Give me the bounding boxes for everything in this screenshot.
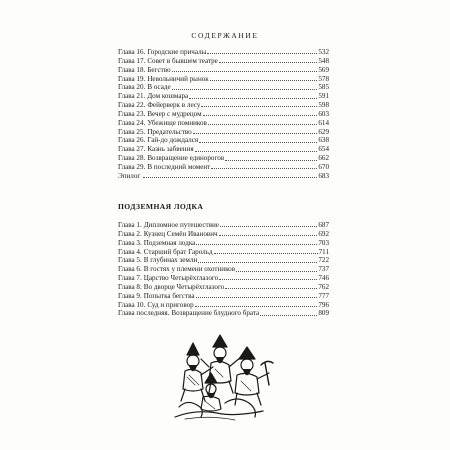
toc-entry	[118, 75, 329, 84]
toc-entry-title: Казнь забвения	[147, 145, 194, 154]
toc-entry-page: 548	[318, 56, 329, 65]
toc-entry-page: 703	[318, 238, 329, 247]
toc-entry-title: В осаде	[147, 83, 171, 92]
toc-entry	[118, 309, 329, 318]
toc-entry-title: Дипломное путешествие	[143, 221, 219, 229]
toc-entry-title: Старший брат Гарольд	[143, 247, 213, 256]
dot-leader	[208, 119, 317, 125]
toc-entry-page: 722	[318, 256, 329, 265]
toc-entry	[118, 101, 329, 110]
toc-entry-label: Глава 9.	[118, 291, 142, 300]
dot-leader	[214, 248, 318, 254]
toc-entry-label: Глава 17.	[118, 56, 146, 65]
toc-entry-label: Глава 1.	[118, 221, 142, 229]
toc-entry-title: Подземная лодка	[143, 238, 196, 247]
toc-entry	[118, 256, 329, 265]
toc-entry	[118, 301, 329, 310]
toc-entry-title: Царство Четырёхглазого	[143, 274, 219, 283]
toc-entry-label: Глава 26.	[118, 136, 146, 145]
dot-leader	[203, 110, 318, 116]
toc-entry	[118, 119, 329, 128]
toc-entry-page: 683	[318, 171, 329, 180]
dot-leader	[219, 274, 317, 280]
toc-entry-page: 603	[318, 109, 329, 118]
toc-entry	[118, 248, 329, 257]
toc-entry-title: Во дворце Четырёхглазого	[143, 282, 225, 291]
toc-entry-page: 629	[318, 127, 329, 136]
toc-entry	[118, 110, 329, 119]
toc-entry	[118, 57, 329, 66]
dot-leader	[193, 128, 318, 134]
toc-entry-label: Глава 25.	[118, 127, 146, 136]
toc-entry-label: Глава 20.	[118, 83, 146, 92]
toc-entry-label: Глава 7.	[118, 274, 142, 283]
dot-leader	[219, 57, 318, 63]
toc-entry-title: Невольничий рынок	[147, 74, 209, 83]
toc-entry-label: Глава 19.	[118, 74, 146, 83]
toc-entry-title: Совет в бывшем театре	[147, 56, 218, 65]
dot-leader	[219, 230, 318, 236]
toc-entry-page: 777	[318, 291, 329, 300]
dot-leader	[211, 163, 317, 169]
toc-entry-page: 711	[318, 247, 329, 256]
toc-entry-page: 746	[318, 274, 329, 283]
dot-leader	[210, 75, 318, 81]
toc-entry-page: 796	[318, 300, 329, 309]
toc-entry-title: Городские причалы	[147, 48, 207, 56]
toc-entry	[118, 145, 329, 154]
toc-entry-label: Глава 2.	[118, 229, 142, 238]
toc-entry	[118, 163, 329, 172]
toc-entry-title: Попытка бегства	[143, 291, 195, 300]
toc-entry	[118, 292, 329, 301]
dot-leader	[172, 84, 318, 90]
dot-leader	[199, 137, 317, 143]
toc-entry-page: 662	[318, 154, 329, 163]
toc-entry-label: Глава 27.	[118, 145, 146, 154]
toc-entry	[118, 48, 329, 57]
toc-entry-title: В последний момент	[147, 162, 211, 171]
toc-entry-label: Глава 24.	[118, 118, 146, 127]
toc-entry	[118, 239, 329, 248]
toc-entry-label: Глава 10.	[118, 300, 146, 309]
toc-entry	[118, 92, 329, 101]
dot-leader	[196, 239, 317, 245]
toc-entry	[118, 172, 329, 181]
running-head: СОДЕРЖАНИЕ	[191, 31, 259, 40]
toc-entry-page: 654	[318, 145, 329, 154]
toc-entry-label: Глава 22.	[118, 101, 146, 110]
toc-part2	[118, 221, 329, 318]
toc-entry-title: Бегство	[147, 65, 171, 74]
toc-entry	[118, 283, 329, 292]
toc-entry-page: 532	[318, 48, 329, 56]
toc-entry-page: 578	[318, 74, 329, 83]
toc-entry-label: Эпилог	[118, 171, 141, 180]
toc-entry-label: Глава 6.	[118, 265, 142, 274]
toc-entry-label: Глава последняя.	[118, 309, 170, 318]
dwarves-illustration-icon	[165, 333, 275, 423]
toc-entry-label: Глава 8.	[118, 282, 142, 291]
toc-entry-title: Вечер с мудрецом	[147, 109, 202, 118]
dot-leader	[225, 283, 317, 289]
dot-leader	[196, 292, 318, 298]
toc-entry	[118, 154, 329, 163]
toc-entry-label: Глава 5.	[118, 256, 142, 265]
toc-entry	[118, 265, 329, 274]
toc-entry	[118, 128, 329, 137]
toc-entry-title: В глубинах земли	[143, 256, 198, 265]
dot-leader	[172, 66, 318, 72]
toc-entry-label: Глава 4.	[118, 247, 142, 256]
toc-entry-title: Возвращение блудного брата	[171, 309, 260, 318]
toc-entry-page: 638	[318, 136, 329, 145]
toc-entry-page: 692	[318, 229, 329, 238]
toc-entry-page: 591	[318, 92, 329, 101]
toc-entry-label: Глава 16.	[118, 48, 146, 56]
toc-entry-title: Возвращение единорогов	[147, 154, 225, 163]
toc-entry-label: Глава 28.	[118, 154, 146, 163]
toc-entry	[118, 274, 329, 283]
toc-entry-page: 614	[318, 118, 329, 127]
toc-entry	[118, 83, 329, 92]
dot-leader	[236, 266, 317, 272]
dot-leader	[198, 257, 317, 263]
toc-entry-title: Кузнец Семён Иванович	[143, 229, 218, 238]
toc-entry-label: Глава 21.	[118, 92, 146, 101]
dot-leader	[201, 101, 317, 107]
toc-entry-page: 809	[318, 309, 329, 318]
dot-leader	[195, 301, 318, 307]
toc-entry	[118, 221, 329, 230]
toc-entry-page: 598	[318, 101, 329, 110]
toc-entry-label: Глава 3.	[118, 238, 142, 247]
toc-entry-page: 762	[318, 282, 329, 291]
toc-entry-title: Гай-до дождался	[147, 136, 199, 145]
dot-leader	[207, 48, 317, 54]
dot-leader	[260, 310, 317, 316]
toc-part1	[118, 48, 329, 181]
dot-leader	[220, 221, 317, 227]
dot-leader	[143, 172, 317, 178]
toc-entry-title: Фейерверк в лесу	[147, 101, 201, 110]
toc-entry-label: Глава 18.	[118, 65, 146, 74]
toc-entry-title: Предательство	[147, 127, 192, 136]
part-title: ПОДЗЕМНАЯ ЛОДКА	[118, 202, 204, 211]
dot-leader	[195, 146, 318, 152]
toc-entry-title: Дом кошмара	[147, 92, 189, 101]
toc-entry-page: 585	[318, 83, 329, 92]
toc-entry	[118, 230, 329, 239]
toc-entry-title: Суд и приговор	[147, 300, 194, 309]
toc-entry-label: Глава 23.	[118, 109, 146, 118]
toc-entry-page: 670	[318, 162, 329, 171]
toc-entry-label: Глава 29.	[118, 162, 146, 171]
toc-entry	[118, 136, 329, 145]
toc-entry-title: В гостях у племени охотников	[143, 265, 236, 274]
toc-entry	[118, 66, 329, 75]
toc-entry-page: 737	[318, 265, 329, 274]
toc-entry-page: 569	[318, 65, 329, 74]
dot-leader	[225, 155, 317, 161]
toc-entry-page: 687	[318, 221, 329, 229]
dot-leader	[189, 93, 317, 99]
toc-entry-title: Убежище помников	[147, 118, 207, 127]
